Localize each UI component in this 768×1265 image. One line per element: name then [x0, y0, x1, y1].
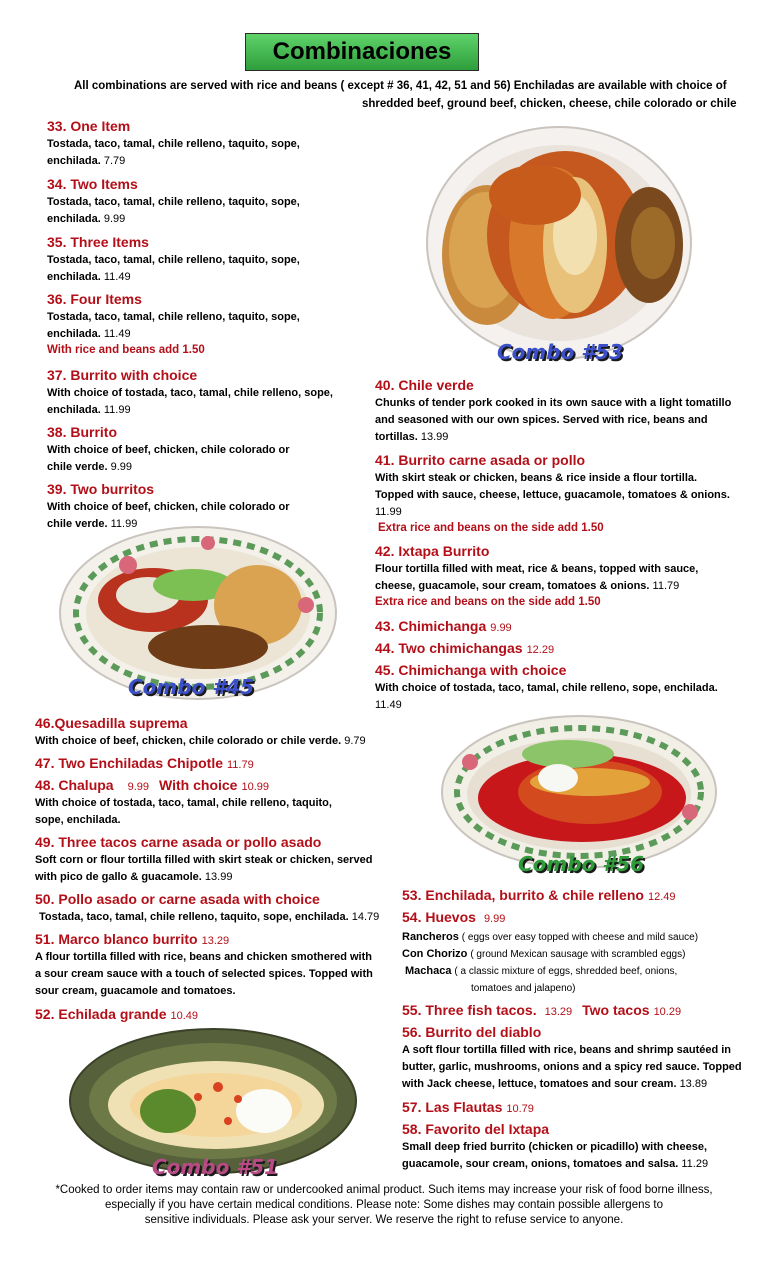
item-price: 7.79: [103, 155, 126, 167]
menu-item-43: [375, 618, 512, 634]
item-title: 57. Las Flautas: [402, 1099, 503, 1115]
item-price-2: 10.29: [653, 1006, 682, 1018]
item-desc: Flour tortilla filled with meat, rice & beans, topped with sauce,: [375, 563, 699, 575]
menu-item-40: [375, 377, 755, 446]
item-title: 56. Burrito del diablo: [402, 1024, 542, 1040]
item-desc: Chunks of tender pork cooked in its own sauce with a light tomatillo: [375, 397, 732, 409]
item-price: 9.99: [127, 781, 150, 793]
item-desc: chile verde.: [47, 518, 108, 530]
menu-item-37: [47, 367, 377, 419]
item-title: 39. Two burritos: [47, 481, 155, 497]
menu-item-38: [47, 424, 377, 476]
item-desc: sope, enchilada.: [35, 814, 121, 826]
item-title: 55. Three fish tacos.: [402, 1002, 537, 1018]
item-note: With rice and beans add 1.50: [47, 344, 205, 356]
item-title: 47. Two Enchiladas Chipotle: [35, 755, 223, 771]
item-desc: and seasoned with our own spices. Served with rice, beans and: [375, 414, 708, 426]
page-title: Combinaciones: [272, 38, 452, 65]
combo-51-photo: [68, 1027, 358, 1179]
menu-item-48: [35, 777, 415, 829]
item-title-2: With choice: [159, 777, 238, 793]
item-price: 9.99: [110, 461, 133, 473]
item-desc: With skirt steak or chicken, beans & rice inside a flour tortilla.: [375, 472, 698, 484]
item-desc: Tostada, taco, tamal, chile relleno, taquito, sope,: [47, 196, 300, 208]
item-desc: With choice of beef, chicken, chile colorado or: [47, 444, 290, 456]
item-desc: enchilada.: [47, 155, 101, 167]
item-price: 9.99: [483, 913, 506, 925]
item-desc: With choice of tostada, taco, tamal, chile relleno, sope, enchilada.: [375, 682, 718, 694]
menu-item-57: [402, 1099, 534, 1115]
item-desc: Tostada, taco, tamal, chile relleno, taquito, sope,: [47, 138, 300, 150]
item-note: Extra rice and beans on the side add 1.50: [375, 596, 601, 608]
menu-item-41: [375, 452, 765, 534]
item-desc: Topped with sauce, cheese, lettuce, guacamole, tomatoes & onions.: [375, 489, 730, 501]
menu-item-58: [402, 1121, 762, 1173]
menu-item-56: [402, 1024, 762, 1093]
item-price: 11.99: [103, 404, 131, 416]
menu-item-44: [375, 640, 554, 656]
item-title: 51. Marco blanco burrito: [35, 931, 198, 947]
item-desc: Soft corn or flour tortilla filled with skirt steak or chicken, served: [35, 854, 373, 866]
item-title: 46.Quesadilla suprema: [35, 715, 188, 731]
item-price: 11.29: [681, 1158, 709, 1170]
item-price: 13.29: [544, 1006, 573, 1018]
huevos-chorizo-desc: ( ground Mexican sausage with scrambled eggs): [470, 949, 686, 960]
intro-line-2: shredded beef, ground beef, chicken, cheese, chile colorado or chile: [362, 98, 737, 110]
huevos-machaca-desc-2: tomatoes and jalapeno): [471, 983, 576, 994]
menu-item-34: [47, 176, 377, 228]
item-title: 42. Ixtapa Burrito: [375, 543, 490, 559]
menu-item-55: [402, 1002, 681, 1018]
footer-line-1: *Cooked to order items may contain raw or undercooked animal product. Such items may increase your risk of food borne illness,: [55, 1184, 713, 1196]
item-title: 48. Chalupa: [35, 777, 114, 793]
item-desc: With choice of tostada, taco, tamal, chile relleno, sope,: [47, 387, 333, 399]
menu-item-33: [47, 118, 377, 170]
item-title: 45. Chimichanga with choice: [375, 662, 567, 678]
item-title: 58. Favorito del Ixtapa: [402, 1121, 550, 1137]
item-price: 12.49: [647, 891, 676, 903]
menu-item-53: [402, 887, 675, 903]
item-desc: With choice of beef, chicken, chile colorado or chile verde.: [35, 735, 342, 747]
item-title: 50. Pollo asado or carne asada with choice: [35, 891, 320, 907]
item-title: 40. Chile verde: [375, 377, 474, 393]
item-desc: Tostada, taco, tamal, chile relleno, taquito, sope,: [47, 254, 300, 266]
item-desc: a sour cream sauce with a touch of selected spices. Topped with: [35, 968, 373, 980]
item-desc: sour cream, guacamole and tomatoes.: [35, 985, 236, 997]
item-desc: A soft flour tortilla filled with rice, beans and shrimp sautéed in: [402, 1044, 732, 1056]
menu-item-47: [35, 755, 254, 771]
item-price: 12.29: [526, 644, 555, 656]
item-desc: cheese, guacamole, sour cream, tomatoes & onions.: [375, 580, 650, 592]
menu-item-42: [375, 543, 765, 608]
menu-item-51: [35, 931, 415, 1000]
item-price: 11.99: [110, 518, 138, 530]
item-desc: enchilada.: [47, 213, 101, 225]
menu-item-52: [35, 1006, 198, 1022]
item-desc: Tostada, taco, tamal, chile relleno, taquito, sope, enchilada.: [39, 911, 349, 923]
item-price: 13.99: [204, 871, 233, 883]
item-price: 10.49: [170, 1010, 199, 1022]
item-title: 43. Chimichanga: [375, 618, 487, 634]
menu-item-45: [375, 662, 765, 714]
item-price: 9.99: [103, 213, 126, 225]
huevos-rancheros-label: Rancheros: [402, 931, 459, 943]
menu-item-46: [35, 715, 415, 750]
item-price: 11.99: [375, 506, 402, 518]
item-price: 14.79: [351, 911, 380, 923]
item-price: 9.99: [490, 622, 512, 634]
item-desc: Small deep fried burrito (chicken or picadillo) with cheese,: [402, 1141, 708, 1153]
item-price: 11.79: [652, 580, 680, 592]
item-title: 44. Two chimichangas: [375, 640, 523, 656]
item-desc: with Jack cheese, lettuce, tomatoes and sour cream.: [402, 1078, 677, 1090]
item-title: 35. Three Items: [47, 234, 149, 250]
huevos-machaca-label: Machaca: [405, 965, 452, 977]
footer-disclaimer: [30, 1183, 738, 1228]
combo-51-label: Combo #51: [152, 1155, 279, 1179]
item-title-2: Two tacos: [582, 1002, 650, 1018]
combo-53-photo: [425, 125, 693, 365]
footer-line-3: sensitive individuals. Please ask your server. We reserve the right to refuse service to anyone.: [144, 1214, 624, 1226]
combo-45-label: Combo #45: [128, 675, 255, 699]
huevos-chorizo-label: Con Chorizo: [402, 948, 468, 960]
huevos-machaca-desc: ( a classic mixture of eggs, shredded beef, onions,: [454, 966, 678, 977]
combo-56-label: Combo #56: [518, 852, 645, 876]
item-title: 53. Enchilada, burrito & chile relleno: [402, 887, 644, 903]
item-title: 49. Three tacos carne asada or pollo asado: [35, 834, 322, 850]
item-title: 54. Huevos: [402, 909, 476, 925]
item-desc: Tostada, taco, tamal, chile relleno, taquito, sope,: [47, 311, 300, 323]
footer-line-2: especially if you have certain medical conditions. Please note: Some dishes may contain possible allergens to: [104, 1199, 664, 1211]
item-desc: with pico de gallo & guacamole.: [35, 871, 202, 883]
combo-53-plate-image: [425, 125, 693, 365]
item-price: 13.89: [679, 1078, 708, 1090]
item-price-2: 10.99: [241, 781, 269, 793]
combo-45-photo: [58, 525, 338, 705]
item-desc: guacamole, sour cream, onions, tomatoes and salsa.: [402, 1158, 679, 1170]
item-price: 9.79: [344, 735, 366, 747]
combo-56-photo: [440, 712, 718, 877]
item-price: 13.99: [420, 431, 449, 443]
item-title: 33. One Item: [47, 118, 131, 134]
item-price: 11.49: [103, 271, 131, 283]
item-desc: A flour tortilla filled with rice, beans and chicken smothered with: [35, 951, 372, 963]
menu-item-54: [402, 909, 762, 997]
item-title: 38. Burrito: [47, 424, 118, 440]
item-desc: butter, garlic, mushrooms, onions and a spicy red sauce. Topped: [402, 1061, 742, 1073]
item-title: 36. Four Items: [47, 291, 142, 307]
item-title: 41. Burrito carne asada or pollo: [375, 452, 586, 468]
item-desc: tortillas.: [375, 431, 418, 443]
item-desc: enchilada.: [47, 404, 101, 416]
item-desc: enchilada.: [47, 328, 101, 340]
menu-item-50: [35, 891, 415, 926]
intro-line-1: All combinations are served with rice and beans ( except # 36, 41, 42, 51 and 56) Enchiladas are available with choice of: [74, 80, 727, 92]
title-banner: [245, 33, 479, 71]
item-desc: chile verde.: [47, 461, 108, 473]
combo-53-label: Combo #53: [497, 340, 624, 364]
item-title: 34. Two Items: [47, 176, 138, 192]
item-price: 11.49: [375, 699, 402, 711]
menu-item-49: [35, 834, 415, 886]
item-title: 52. Echilada grande: [35, 1006, 167, 1022]
item-desc: With choice of beef, chicken, chile colorado or: [47, 501, 290, 513]
item-price: 13.29: [201, 935, 230, 947]
item-desc: With choice of tostada, taco, tamal, chile relleno, taquito,: [35, 797, 332, 809]
item-price: 11.49: [103, 328, 131, 340]
menu-item-35: [47, 234, 377, 286]
item-desc: enchilada.: [47, 271, 101, 283]
item-note: Extra rice and beans on the side add 1.50: [378, 522, 604, 534]
item-title: 37. Burrito with choice: [47, 367, 198, 383]
menu-item-36: [47, 291, 377, 356]
item-price: 11.79: [227, 759, 254, 771]
item-price: 10.79: [506, 1103, 534, 1115]
huevos-rancheros-desc: ( eggs over easy topped with cheese and mild sauce): [461, 932, 699, 943]
